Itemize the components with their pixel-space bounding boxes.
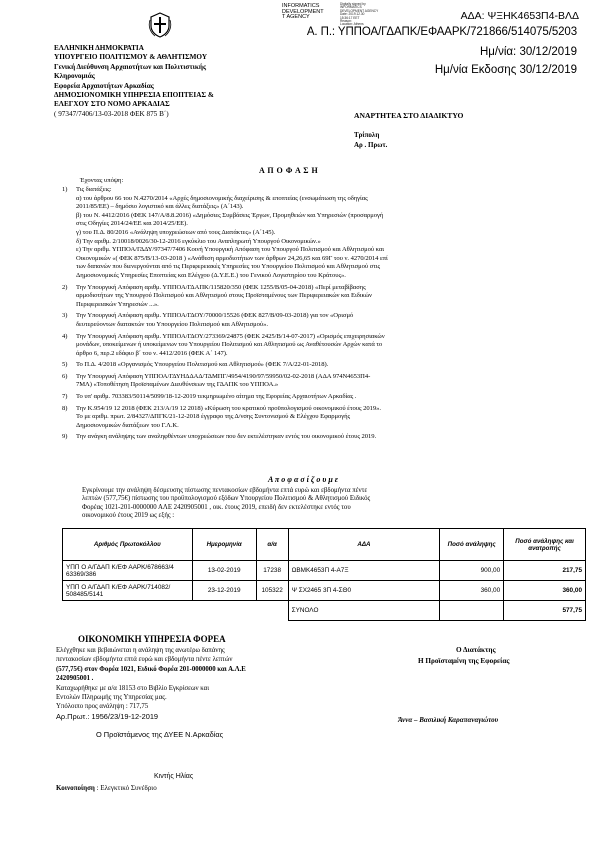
column-header: Αριθμός Πρωτοκόλλου [63, 529, 193, 561]
total-label: ΣΥΝΟΛΟ [288, 601, 440, 621]
recital-line: Δημοσιονομικών διατάξεων του Γ.Λ.Κ. [76, 421, 179, 429]
sender-line: ( 97347/7406/13-03-2018 ΦΕΚ 875 Β΄) [54, 109, 169, 118]
stamp-line: T AGENCY [282, 14, 310, 21]
finance-line: Ελέγχθηκε και βεβαιώνεται η ανάληψη της ανωτέρω δαπάνης [56, 647, 225, 654]
recital-line: Την Υπουργική Απόφαση ΥΠΠΟΑ/ΓΔΥΗΔΔΑΔ/ΤΔΜΠΓ/4954/4190/97/59950/02-02-2018 (ΑΔΑ 974Ν4653Π4- [76, 372, 371, 380]
notification [56, 784, 157, 792]
finance-line: Καταχωρήθηκε με α/α 18153 στο Βιβλίο Εγκρίσεων και [56, 684, 210, 692]
stamp-line: DEVELOPMENT [282, 8, 324, 15]
sender-line: Κληρονομιάς [54, 72, 95, 81]
sender-block [54, 44, 214, 119]
recital-number: 1) [62, 186, 68, 193]
intro: Έχοντας υπόψη: [80, 177, 124, 184]
recital-line: β) του Ν. 4412/2016 (ΦΕΚ 147/Α/8.8.2016) «Δημόσιες Συμβάσεις Έργων, Προμηθειών και Υπηρεσιών (προσαρμογή [76, 211, 384, 219]
sender-line: ΔΗΜΟΣΙΟΝΟΜΙΚΗ ΥΠΗΡΕΣΙΑ ΕΠΟΠΤΕΙΑΣ & [54, 91, 214, 100]
recital-item [62, 333, 552, 359]
recital-line: αρμοδιοτήτων της Υπουργού Πολιτισμού και Αθλητισμού στους Προϊσταμένους των Περιφερειακών και Ειδικών [76, 292, 372, 300]
finance-line: Υπόλοιπο προς ανάληψη : 717,75 [56, 703, 149, 711]
stamp-detail: 15:36:17 EET [340, 15, 360, 20]
cell-amount-reversal: 360,00 [504, 581, 586, 601]
cell-ada: ΩΒΜΚ4653Π 4-Α7Ξ [288, 561, 440, 581]
recital-item [62, 186, 552, 281]
sender-line: ΕΛΛΗΝΙΚΗ ΔΗΜΟΚΡΑΤΙΑ [54, 44, 144, 52]
cell-ada: Ψ ΣΧ2465 3Π 4-ΣΘ0 [288, 581, 440, 601]
recital-line: 7ΜΛ) «Τοποθέτηση Προϊσταμένων Διευθύνσεων της ΓΔΑΠΚ του ΥΠΠΟΑ.» [76, 381, 279, 389]
stamp-detail: Digitally signed by [340, 2, 366, 6]
stamp-line: INFORMATICS [282, 3, 320, 9]
recital-line: Το με αριθμ. πρωτ. 2/84327/ΔΠΓΚ/21-12-2018 έγγραφο της Δ/νσης Συντονισμού & Ελέγχου Εφαρμογής [76, 413, 351, 421]
stamp-detail: DEVELOPMENT AGENCY [340, 8, 379, 13]
recital-line: Την Υπουργική Απόφαση αριθμ. ΥΠΠΟΑ/ΓΔΟΥ/70000/15526 (ΦΕΚ 827/Β/09-03-2018) για τον «Ορισμό [76, 312, 354, 320]
recital-item [62, 393, 552, 402]
recital-number: 3) [62, 312, 68, 320]
decision-line: λεπτών (577,75€) πίστωσης του προϋπολογισμού εξόδων Υπουργείου Πολιτισμού & Αθλητισμού Ειδικός [82, 495, 371, 503]
finance-text [56, 646, 326, 721]
recital-line: α) του άρθρου 66 του Ν.4270/2014 «Αρχές δημοσιονομικής διαχείρισης & εποπτείας (ενσωμάτωση της οδηγίας [76, 194, 368, 202]
recital-line: Το Π.Δ. 4/2018 «Οργανισμός Υπουργείου Πολιτισμού και Αθλητισμού» (ΦΕΚ 7/Α/22-01-2018). [76, 361, 329, 369]
cell-protocol: ΥΠΠ Ο Α/ΓΔΑΠ Κ/ΕΦ ΑΑΡΚ/714082/ 508485/5141 [63, 581, 193, 601]
table-total-row [63, 601, 586, 621]
director-title: Ο Διατάκτης [456, 646, 496, 654]
recital-line: Δημοσιονομικές Υπηρεσίες Εποπτείας και Ελέγχου (Δ.Υ.Ε.Ε.) του Γενικού Λογιστηρίου του Κράτους». [76, 271, 346, 279]
recital-line: Περιφερειακών Υπηρεσιών ...». [76, 300, 159, 308]
recital-number: 6) [62, 372, 68, 380]
protocol-number: Α. Π.: ΥΠΠΟΑ/ΓΔΑΠΚ/ΕΦΑΑΡΚ/721866/514075/5203 [306, 26, 577, 38]
recital-item [62, 405, 552, 431]
recital-number: 9) [62, 433, 68, 441]
table-row [63, 561, 586, 581]
recital-line: γ) του Π.Δ. 80/2016 «Ανάληψη υποχρεώσεων από τους Διατάκτες» (Α΄145). [76, 228, 276, 236]
stamp-detail: Location: Athens [340, 22, 364, 27]
finance-signer-name: Κιντής Ηλίας [154, 773, 194, 780]
finance-line: 2420905001 . [56, 675, 94, 683]
cell-amount: 900,00 [440, 561, 504, 581]
recital-line: Την Υπουργική Απόφαση αριθμ. ΥΠΠΟΑ/ΓΔΟΥ/273369/24875 (ΦΕΚ 2425/Β/14-07-2017) «Ορισμός επιχειρησιακών [76, 332, 385, 340]
sender-line: Γενική Διεύθυνση Αρχαιοτήτων και Πολιτιστικής [54, 62, 206, 71]
recital-line: Την Υπουργική Απόφαση αριθμ. ΥΠΠΟΑ/ΓΔΑΠΚ/115820/350 (ΦΕΚ 1255/Β/05-04-2018) «Περί μεταβίβασης [76, 283, 366, 291]
decision-title: Α π ο φ α σ ί ζ ο υ μ ε [268, 475, 339, 484]
table-header-row [63, 529, 586, 561]
recital-number: 8) [62, 404, 68, 412]
recital-line: δ) Την αριθμ. 2/10018/0026/30-12-2016 εγκύκλιο του Αναπληρωτή Υπουργού Οικονομικών.» [76, 237, 321, 245]
finance-line: πεντακοσίων εβδομήντα επτά ευρώ και εβδομήντα πέντε λεπτών [56, 656, 233, 664]
recital-line: Το υπ' αριθμ. 703383/50114/5099/18-12-2019 τεκμηριωμένο αίτημα της Εφορείας Αρχαιοτήτων Αρκαδίας . [76, 393, 357, 401]
column-header: Ποσό ανάληψης [440, 529, 504, 561]
commitments-table [62, 528, 586, 621]
sender-line: ΥΠΟΥΡΓΕΙΟ ΠΟΛΙΤΙΣΜΟΥ & ΑΘΛΗΤΙΣΜΟΥ [54, 53, 208, 62]
recital-line: Τις διατάξεις: [76, 186, 112, 193]
recital-line: 2011/85/ΕΕ) – δημόσιο λογιστικό και άλλες διατάξεις» (Α΄143). [76, 203, 244, 211]
recital-line: στις Οδηγίες 2014/24/ΕΕ και 2014/25/ΕΕ). [76, 220, 188, 228]
recital-number: 2) [62, 283, 68, 291]
column-header: α/α [256, 529, 288, 561]
cell-amount: 360,00 [440, 581, 504, 601]
cell-aa: 105322 [256, 581, 288, 601]
recital-line: Την ανάγκη ανάληψης των αναληφθέντων υποχρεώσεων που δεν εκτελέστηκαν εντός του οικονομικού έτους 2019. [76, 433, 377, 441]
finance-title: ΟΙΚΟΝΟΜΙΚΗ ΥΠΗΡΕΣΙΑ ΦΟΡΕΑ [78, 634, 226, 644]
sender-line: ΕΛΕΓΧΟΥ ΣΤΟ ΝΟΜΟ ΑΡΚΑΔΙΑΣ [54, 100, 170, 109]
protocol-label: Αρ . Πρωτ. [354, 141, 388, 149]
recital-line: ε) Την αριθμ. ΥΠΠΟΑ/ΓΔΔΥ/97347/7406 Κοινή Υπουργική Απόφαση του Υπουργού Πολιτισμού και Αθλητισμού και [76, 246, 384, 254]
column-header: ΑΔΑ [288, 529, 440, 561]
recital-line: Οικονομικών «( ΦΕΚ 875/Β/13-03-2018 ) «Ανάθεση αρμοδιοτήτων των άρθρων 24,26,65 και 69Γ του ν. 4270/2014 επί [76, 254, 388, 262]
decision-line: οικονομικού έτους 2019 ως εξής : [82, 512, 175, 520]
recital-number: 4) [62, 332, 68, 340]
recital-number: 5) [62, 361, 68, 369]
notification-text: : Ελεγκτικό Συνέδριο [94, 784, 157, 792]
finance-line: Αρ.Πρωτ.: 1956/23/19-12-2019 [56, 711, 159, 721]
finance-line: Εντολών Πληρωμής της Υπηρεσίας μας. [56, 694, 167, 702]
recitals [62, 186, 552, 445]
posting-note: ΑΝΑΡΤΗΤΕΑ ΣΤΟ ΔΙΑΔΙΚΤΥΟ [354, 111, 464, 120]
column-header: Ποσό ανάληψης και ανατροπής [504, 529, 586, 561]
recital-line: μονάδων, υποκείμενων ή υποκείμενων του Υπουργείου Πολιτισμού και Αθλητισμού ως Αναθέτουσών Αρχών κατά το [76, 341, 383, 349]
cell-protocol: ΥΠΠ Ο Α/ΓΔΑΠ Κ/ΕΦ ΑΑΡΚ/678663/4 63369/386 [63, 561, 193, 581]
place: Τρίπολη [354, 131, 380, 139]
sender-line: Εφορεία Αρχαιοτήτων Αρκαδίας [54, 81, 154, 90]
column-header: Ημερομηνία [192, 529, 256, 561]
recital-line: Την Κ.954/19 12 2018 (ΦΕΚ 213/Α/19 12 2018) «Κύρωση του κρατικού προϋπολογισμού οικονομικού έτους 2019». [76, 404, 381, 412]
document-title: Α Π Ο Φ Α Σ Η [259, 166, 319, 175]
recital-item [62, 284, 552, 310]
cell-aa: 17238 [256, 561, 288, 581]
ada-number: ΑΔΑ: ΨΞΗΚ4653Π4-ΒΛΔ [460, 10, 579, 22]
decision-line: Φορέας 1021-201-0000000 ΑΛΕ 2420905001 , οικ. έτους 2019, επειδή δεν εκτελέστηκε εντός του [82, 503, 351, 511]
total-value: 577,75 [504, 601, 586, 621]
notification-label: Κοινοποίηση [56, 784, 95, 792]
director-name: Άννα – Βασιλική Καραπαναγιώτου [398, 716, 499, 724]
stamp-detail: INFORMATICS [340, 5, 362, 10]
cell-date: 13-02-2019 [192, 561, 256, 581]
decision-text [82, 487, 370, 521]
finance-signer-title: Ο Προϊστάμενος της ΔΥΕΕ Ν.Αρκαδίας [96, 730, 224, 739]
recital-line: των δαπανών που διενεργούνται από τις Περιφερειακές Υπηρεσίες του Υπουργείου Πολιτισμού και Αθλητισμού στις [76, 263, 381, 271]
decision-line: Εγκρίνουμε την ανάληψη δέσμευσης πίστωσης πεντακοσίων εβδομήντα επτά ευρώ και εβδομήντα πέντε [82, 487, 368, 494]
cell-amount-reversal: 217,75 [504, 561, 586, 581]
recital-number: 7) [62, 393, 68, 401]
issue-date: Ημ/νία Εκδοσης 30/12/2019 [434, 64, 577, 76]
cell-date: 23-12-2019 [192, 581, 256, 601]
recital-item [62, 433, 552, 442]
recital-item [62, 373, 552, 390]
recital-item [62, 312, 552, 329]
document-date: Ημ/νία: 30/12/2019 [479, 46, 577, 58]
table-row [63, 581, 586, 601]
recital-line: δευτερεύοντων διατακτών του Υπουργείου Πολιτισμού και Αθλητισμού». [76, 320, 268, 328]
signature-stamp [282, 4, 324, 21]
stamp-detail: Reason: [340, 19, 352, 24]
finance-line: (577,75€) στον Φορέα 1021, Ειδικό Φορέα 201-0000000 και Α.Λ.Ε [56, 665, 246, 673]
signature-stamp-details [340, 3, 378, 27]
recital-line: άρθρο 6, περ.2 εδάφιο β΄ του ν. 4412/2016 (ΦΕΚ Α΄ 147). [76, 349, 228, 357]
recital-item [62, 361, 552, 370]
hellenic-emblem-icon [148, 12, 172, 38]
stamp-detail: Date: 2019.12.30 [340, 12, 365, 17]
director-role: Η Προϊσταμένη της Εφορείας [418, 657, 510, 665]
